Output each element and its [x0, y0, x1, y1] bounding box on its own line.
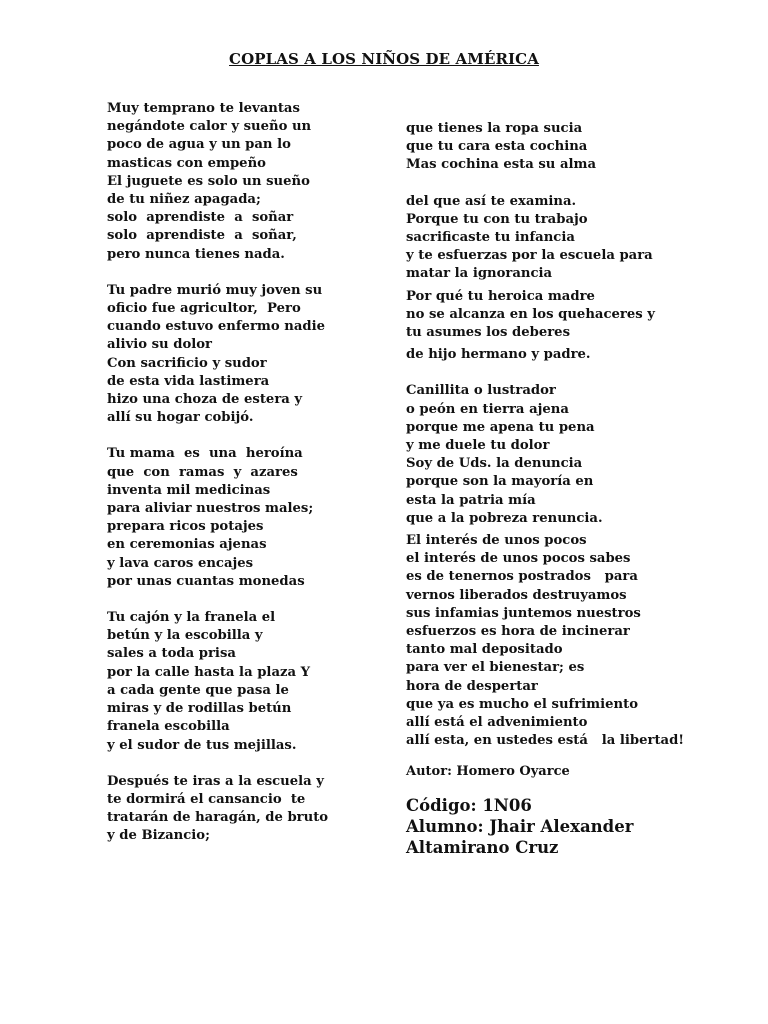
verse-line: Porque tu con tu trabajo — [406, 211, 588, 227]
verse-line: esta la patria mía — [406, 492, 536, 508]
verse-line: Por qué tu heroica madre — [406, 288, 595, 304]
verse-line: y el sudor de tus mejillas. — [107, 737, 297, 753]
verse-line: y te esfuerzas por la escuela para — [406, 248, 653, 264]
verse-line: tratarán de haragán, de bruto — [107, 810, 329, 826]
verse-line: Mas cochina esta su alma — [406, 157, 597, 173]
verse-line: tu asumes los deberes — [406, 325, 570, 341]
student-name-line1: Alumno: Jhair Alexander — [406, 816, 634, 836]
verse-line: solo aprendiste a soñar — [107, 210, 294, 226]
verse-line: para ver el bienestar; es — [406, 660, 585, 676]
verse-line: es de tenernos postrados para — [406, 569, 638, 585]
verse-line: no se alcanza en los quehaceres y — [406, 306, 655, 322]
student-code: Código: 1N06 — [406, 795, 532, 815]
verse-line: oficio fue agricultor, Pero — [107, 301, 301, 317]
verse-line: para aliviar nuestros males; — [107, 501, 314, 517]
verse-line: de tu niñez apagada; — [107, 192, 261, 208]
verse-line: solo aprendiste a soñar, — [107, 228, 297, 244]
verse-line: allí está el advenimiento — [406, 715, 588, 731]
stanza — [107, 282, 407, 428]
verse-line: por la calle hasta la plaza Y — [107, 664, 311, 680]
stanza — [406, 532, 706, 750]
verse-line: por unas cuantas monedas — [107, 573, 305, 589]
verse-line: pero nunca tienes nada. — [107, 246, 285, 262]
student-credits — [406, 795, 706, 858]
verse-line: a cada gente que pasa le — [107, 682, 289, 698]
verse-line: Después te iras a la escuela y — [107, 773, 324, 789]
verse-line: esfuerzos es hora de incinerar — [406, 624, 630, 640]
verse-line: Muy temprano te levantas — [107, 101, 300, 116]
verse-line: sus infamias juntemos nuestros — [406, 605, 641, 621]
left-column — [107, 100, 407, 846]
verse-line: sacrificaste tu infancia — [406, 230, 575, 246]
verse-line: porque me apena tu pena — [406, 419, 595, 435]
verse-line: matar la ignorancia — [406, 266, 553, 282]
verse-line: Canillita o lustrador — [406, 383, 556, 399]
verse-line: y lava caros encajes — [107, 555, 254, 571]
verse-line: El interés de unos pocos — [406, 533, 587, 549]
verse-line: porque son la mayoría en — [406, 474, 594, 490]
verse-line: hora de despertar — [406, 678, 538, 694]
verse-line: tanto mal depositado — [406, 642, 563, 658]
student-name-line2: Altamirano Cruz — [406, 837, 559, 857]
stanza — [107, 445, 407, 591]
verse-line: alivio su dolor — [107, 337, 212, 353]
right-column — [406, 120, 706, 858]
document-title: COPLAS A LOS NIÑOS DE AMÉRICA — [229, 50, 539, 68]
verse-line: franela escobilla — [107, 719, 230, 735]
verse-line: te dormirá el cansancio te — [107, 791, 306, 807]
verse-line: negándote calor y sueño un — [107, 119, 312, 135]
verse-line: Tu padre murió muy joven su — [107, 282, 323, 298]
verse-line: en ceremonias ajenas — [107, 537, 267, 553]
verse-line: que tu cara esta cochina — [406, 139, 588, 155]
verse-line: el interés de unos pocos sabes — [406, 551, 631, 567]
stanza — [406, 382, 706, 528]
stanza — [406, 193, 706, 284]
verse-line: El juguete es solo un sueño — [107, 173, 310, 189]
verse-line: o peón en tierra ajena — [406, 401, 569, 417]
verse-line: que con ramas y azares — [107, 464, 298, 480]
verse-line: hizo una choza de estera y — [107, 392, 303, 408]
stanza — [107, 609, 407, 755]
verse-line: Tu mama es una heroína — [107, 446, 303, 462]
author-line: Autor: Homero Oyarce — [406, 763, 570, 779]
stanza — [107, 100, 407, 264]
verse-line: allí su hogar cobijó. — [107, 410, 254, 426]
verse-line: allí esta, en ustedes está la libertad! — [406, 733, 685, 749]
verse-line: masticas con empeño — [107, 155, 266, 171]
verse-line: que ya es mucho el sufrimiento — [406, 696, 639, 712]
verse-line: y me duele tu dolor — [406, 438, 550, 454]
verse-line: que tienes la ropa sucia — [406, 121, 583, 136]
verse-line: poco de agua y un pan lo — [107, 137, 291, 153]
verse-line: Soy de Uds. la denuncia — [406, 456, 583, 472]
verse-line: miras y de rodillas betún — [107, 701, 292, 717]
stanza — [406, 288, 706, 343]
verse-line: sales a toda prisa — [107, 646, 236, 662]
verse-line: que a la pobreza renuncia. — [406, 510, 603, 526]
verse-line: del que así te examina. — [406, 193, 577, 209]
verse-line: Tu cajón y la franela el — [107, 610, 276, 626]
verse-line: de hijo hermano y padre. — [406, 347, 591, 363]
verse-line: vernos liberados destruyamos — [406, 587, 627, 603]
verse-line: inventa mil medicinas — [107, 482, 271, 498]
verse-line: y de Bizancio; — [107, 828, 210, 844]
verse-line: prepara ricos potajes — [107, 519, 264, 535]
verse-line: de esta vida lastimera — [107, 373, 270, 389]
stanza — [406, 346, 706, 364]
verse-line: betún y la escobilla y — [107, 628, 263, 644]
stanza — [406, 120, 706, 175]
stanza — [107, 773, 407, 846]
verse-line: cuando estuvo enfermo nadie — [107, 319, 325, 335]
verse-line: Con sacrificio y sudor — [107, 355, 267, 371]
